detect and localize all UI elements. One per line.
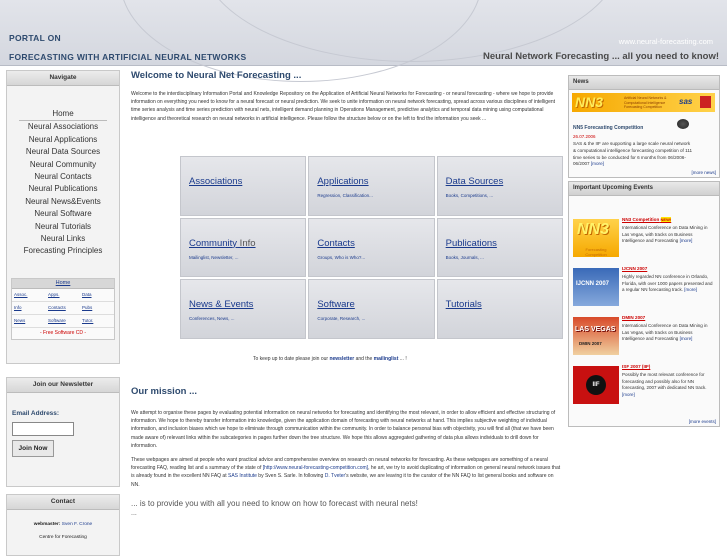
- news-item-title[interactable]: NN5 Forecasting Competition: [573, 125, 644, 131]
- tile-news-events[interactable]: [180, 279, 306, 339]
- events-title: Important Upcoming Events: [569, 182, 719, 196]
- ijcnn-event-image-text: IJCNN 2007: [576, 281, 610, 287]
- mission-section: [131, 386, 561, 517]
- competition-link[interactable]: [http://www.neural-forecasting-competition.com]: [262, 465, 369, 472]
- nav-item-news-events[interactable]: Neural News&Events: [25, 196, 101, 206]
- tile-software-title[interactable]: Software: [317, 299, 355, 311]
- event-nn3-text: International Conference on Data Mining in Las Vegas, with tracks on Business Intelligence and Forecasting [more]: [622, 225, 708, 244]
- tile-publications-title[interactable]: Publications: [445, 237, 497, 249]
- nav-item-tutorials[interactable]: Neural Tutorials: [34, 221, 92, 231]
- dmin-event-image-sub: DMIN 2007: [579, 341, 602, 346]
- event-dmin-text: International Conference on Data Mining in Las Vegas, with tracks on Business Intelligence and Forecasting [more]: [622, 323, 708, 342]
- tile-tutorials-title[interactable]: Tutorials: [445, 299, 482, 311]
- event-isf-text: Possibly the most relevant conference for forecasting and possibly also for NN forecasting, 2007 with dedicated NN track. [more]: [622, 372, 707, 397]
- webmaster-line: [7, 522, 119, 527]
- sas-logo: sas: [679, 97, 693, 106]
- iif-event-image-text: IIF: [586, 375, 606, 395]
- nn3-banner-caption: Artificial Neural Networks & Computational Intelligence Forecasting Competition: [624, 96, 667, 109]
- navigate-panel: [6, 70, 120, 364]
- centre-text: Centre for Forecasting: [39, 535, 87, 540]
- quicklink-info[interactable]: Info: [12, 302, 46, 315]
- tveter-link[interactable]: D. Tveter: [324, 473, 346, 480]
- site-slogan: Neural Network Forecasting ... all you need to know!: [483, 51, 719, 62]
- event-ijcnn-text: Highly regarded NN conference in Orlando, Florida, with over 1000 papers presented and a regular NN forecasting track. [more]: [622, 274, 713, 293]
- event-nn3-title[interactable]: NN3 Competition NEW!: [622, 217, 672, 222]
- tile-news-events-sub[interactable]: Conferences, News, ...: [189, 316, 235, 322]
- quicklink-pubs[interactable]: Pubs: [80, 302, 114, 315]
- navigate-title: Navigate: [7, 71, 119, 86]
- free-software-cd-link[interactable]: - Free Software CD -: [39, 330, 87, 336]
- event-isf-title[interactable]: ISF 2007 (IIF): [622, 364, 651, 369]
- tile-associations[interactable]: [180, 156, 306, 216]
- news-title: News: [569, 76, 719, 90]
- nav-item-software[interactable]: Neural Software: [34, 209, 92, 219]
- tile-publications[interactable]: [437, 218, 563, 278]
- keepup-mid: and the: [354, 356, 374, 362]
- contact-title: Contact: [7, 495, 119, 510]
- news-panel: [568, 75, 720, 178]
- event-nn3[interactable]: [571, 217, 717, 265]
- nn3-banner-logo: NN3: [575, 94, 604, 110]
- quicklink-assoc[interactable]: Assoc.: [12, 289, 46, 302]
- news-item-date: 26.07.2006: [573, 134, 596, 139]
- tile-applications-title[interactable]: Applications: [317, 176, 369, 187]
- webmaster-label: webmaster:: [33, 522, 61, 527]
- welcome-heading: Welcome to Neural Net Forecasting ...: [131, 70, 302, 81]
- nav-item-publications[interactable]: Neural Publications: [28, 184, 98, 194]
- join-now-button[interactable]: Join Now: [12, 440, 54, 457]
- quicklink-contacts[interactable]: Contacts: [46, 302, 80, 315]
- header-bar: [0, 0, 727, 66]
- nav-item-forecasting-principles[interactable]: Forecasting Principles: [23, 246, 103, 256]
- nav-item-links[interactable]: Neural Links: [40, 234, 86, 244]
- news-item-text: SAS & the IIF are supporting a large scale neural network & computational intelligence forecasting competition of 111 time series to be conducted for 6 months from 06/2006-06/2007 [more]: [573, 141, 693, 167]
- event-ijcnn-more[interactable]: [more]: [684, 287, 698, 293]
- quicklink-apps[interactable]: Apps.: [46, 289, 80, 302]
- new-badge: NEW!: [660, 217, 672, 222]
- tile-data-sources-sub[interactable]: Books, Competitions, ...: [445, 193, 494, 198]
- dmin-event-image: [573, 317, 619, 355]
- more-events-link[interactable]: [more events]: [688, 419, 716, 424]
- keepup-pre: To keep up to date please join our: [253, 356, 330, 362]
- newsletter-link[interactable]: newsletter: [329, 356, 355, 362]
- tile-news-events-title[interactable]: News & Events: [189, 299, 254, 311]
- nn3-event-image-sub: Forecasting Competition: [585, 247, 607, 257]
- home-quicklinks-title[interactable]: Home: [12, 279, 114, 289]
- sas-institute-link[interactable]: SAS Institute: [228, 473, 257, 480]
- webmaster-link[interactable]: Sven F. Crone: [61, 522, 93, 527]
- iif-event-image: [573, 366, 619, 404]
- tile-publications-sub[interactable]: Books, Journals, ...: [445, 254, 484, 260]
- newsletter-panel: [6, 377, 120, 487]
- site-title-line1: PORTAL ON: [9, 33, 61, 43]
- email-input[interactable]: [12, 422, 74, 436]
- category-tiles: [180, 156, 563, 339]
- tile-data-sources-title[interactable]: Data Sources: [445, 176, 504, 187]
- event-dmin-title[interactable]: DMIN 2007: [622, 315, 646, 320]
- nav-item-community[interactable]: Neural Community: [29, 159, 97, 169]
- nn3-event-image-text: NN3: [577, 221, 610, 238]
- event-isf-more[interactable]: [more]: [622, 391, 635, 397]
- dmin-event-image-text: LAS VEGAS: [575, 326, 616, 333]
- nav-item-associations[interactable]: Neural Associations: [27, 122, 99, 132]
- tile-contacts[interactable]: [308, 218, 434, 278]
- main-content: [131, 70, 561, 123]
- tile-software[interactable]: [308, 279, 434, 339]
- upcoming-events-panel: [568, 181, 720, 427]
- tile-applications-sub[interactable]: Regression, Classification...: [317, 193, 373, 198]
- mission-paragraph-1: We attempt to organise these pages by evaluating potential information on neural networks for forecasting and identifying the most relevant, in order to allow efficient and effective structuring of information. We hope to thereby transfer information into knowledge, given the application domain of forecasting with neural networks at hand. This implies subjective weighting of individual information, and inclusion biases which we hope to eliminate through communication within the community. In order to balance personal bias with objectivity, you will find all (that we have been made aware of) relevant links within the subcategories in pages further down the tree structure. We hope this allows aggregated gathering of data plus allows individuals to drill down for information.: [131, 410, 556, 449]
- welcome-text: Welcome to the interdisciplinary Information Portal and Knowledge Repository on the Application of Artificial Neural Networks for Forecasting - or neural forecasting - where we hope to provide information on everything you need to know for a neural forecast or neural prediction. We seek to unite information on neural network forecasting, spread across various disciplines of intelligent time series analysis and time series prediction with neural nets, intelligent demand planning in Operations Management, predictive analytics and temporal data mining using computational intelligence and theoretical research on neural networks in artificial intelligence. Please follow the structure below or on the left to find the information you seek ...: [131, 91, 556, 122]
- tile-tutorials[interactable]: [437, 279, 563, 339]
- nav-item-applications[interactable]: Neural Applications: [28, 134, 98, 144]
- keepup-line: [253, 356, 407, 362]
- home-quicklinks-box: [11, 278, 115, 340]
- quicklink-data[interactable]: Data: [80, 289, 114, 302]
- competition-badge-icon: [677, 119, 689, 129]
- news-item-more-link[interactable]: [more]: [590, 161, 604, 167]
- tile-contacts-title[interactable]: Contacts: [317, 237, 355, 249]
- tile-community[interactable]: [180, 218, 306, 278]
- nav-item-home[interactable]: Home: [19, 108, 107, 121]
- event-isf[interactable]: [571, 364, 717, 412]
- nav-list: [7, 108, 119, 258]
- tile-applications[interactable]: [308, 156, 434, 216]
- tile-community-sub[interactable]: Mailinglist, Newsletter, ...: [189, 254, 239, 260]
- tile-associations-title[interactable]: Associations: [189, 176, 243, 187]
- tile-software-sub[interactable]: Corporate, Research, ...: [317, 316, 366, 322]
- tile-contacts-sub[interactable]: Groups, Who is Who?...: [317, 254, 366, 260]
- tile-data-sources[interactable]: [437, 156, 563, 216]
- mission-tagline: ... is to provide you with all you need to know on how to forecast with neural nets!: [131, 498, 418, 508]
- nn3-event-image: [573, 219, 619, 257]
- keepup-post: ... !: [398, 356, 407, 362]
- more-news-link[interactable]: [more news]: [691, 170, 716, 175]
- ijcnn-event-image: [573, 268, 619, 306]
- mailinglist-link[interactable]: mailinglist: [373, 356, 399, 362]
- iif-logo-icon: [700, 96, 711, 108]
- event-nn3-more[interactable]: [more]: [679, 238, 693, 244]
- event-dmin[interactable]: [571, 315, 717, 363]
- site-url-link[interactable]: www.neural-forecasting.com: [618, 37, 713, 46]
- nav-item-data-sources[interactable]: Neural Data Sources: [25, 147, 101, 157]
- tile-community-title[interactable]: Community Info: [189, 237, 256, 249]
- mission-heading: Our mission ...: [131, 386, 197, 397]
- event-ijcnn-title[interactable]: IJCNN 2007: [622, 266, 648, 271]
- mission-ellipsis: ...: [131, 509, 137, 517]
- quicklink-news[interactable]: News: [12, 315, 46, 328]
- contact-panel: [6, 494, 120, 556]
- nn3-banner[interactable]: [572, 93, 715, 112]
- site-title-line2: FORECASTING WITH ARTIFICIAL NEURAL NETWORKS: [9, 52, 247, 62]
- email-label: Email Address:: [12, 410, 60, 417]
- newsletter-title: Join our Newsletter: [7, 378, 119, 393]
- quicklink-software[interactable]: Software: [46, 315, 80, 328]
- mission-paragraph-2: These webpages are aimed at people who want practical advice and comprehensive overview on research on neural networks for forecasting. As these webpages are something of a neural forecasting FAQ, reading list and a summary of the state of [http://www.neural-forecasting-competition.com], he art, we try to avoid duplicating of information on general neural network issues that is already found in the excellent NN FAQ at SAS Institute by Sven S. Sarle. In following D. Tveter's website, we are leaving it to the curator of the NN FAQ to list general books and software on NN.: [131, 457, 561, 488]
- event-dmin-more[interactable]: [more]: [679, 336, 693, 342]
- quicklink-tutor[interactable]: Tutor.: [80, 315, 114, 328]
- event-ijcnn[interactable]: [571, 266, 717, 314]
- nav-item-contacts[interactable]: Neural Contacts: [34, 172, 92, 182]
